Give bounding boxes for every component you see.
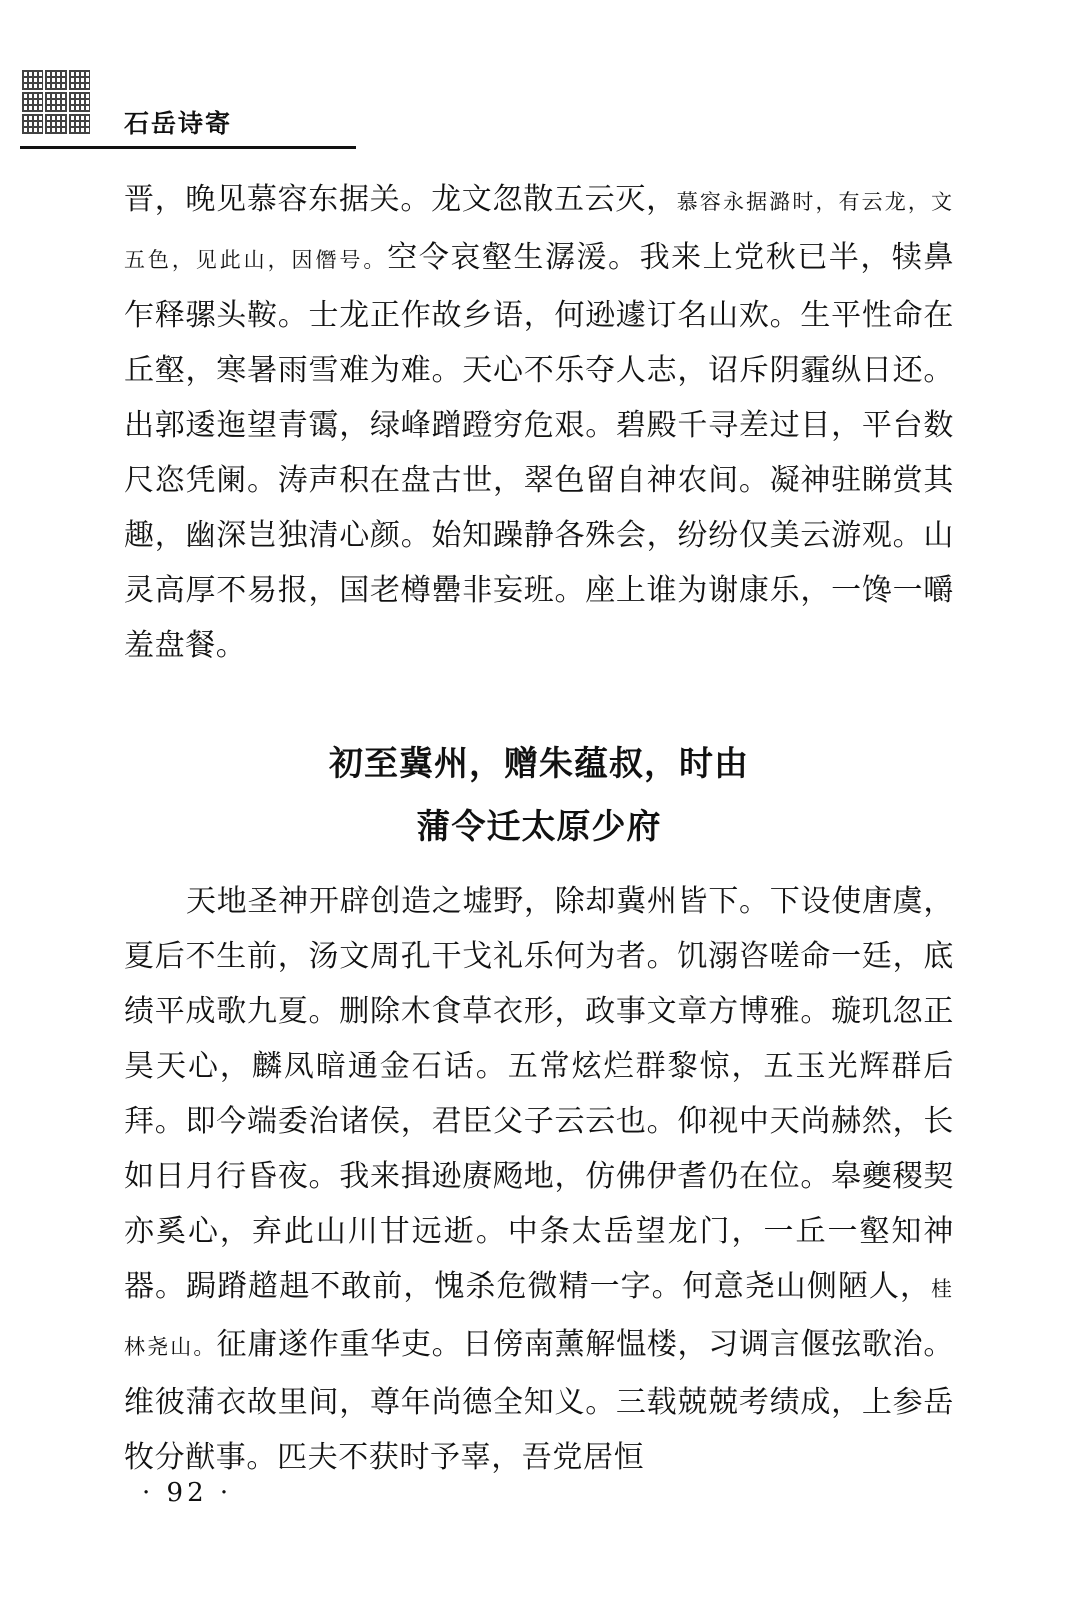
- header-rule: [20, 146, 356, 149]
- text-segment: 天地圣神开辟创造之墟野，除却冀州皆下。下设使唐虞，夏后不生前，汤文周孔干戈礼乐何为者。饥溺咨嗟命一廷，底绩平成歌九夏。删除木食草衣形，政事文章方博雅。璇玑忽正昊天心，麟凤暗通金石话。五常炫烂群黎惊，五玉光辉群后拜。即今端委治诸侯，君臣父子云云也。仰视中天尚赫然，长如日月行昏夜。我来揖逊赓飏地，仿佛伊耆仍在位。皋夔稷契亦奚心，弃此山川甘远逝。中条太岳望龙门，一丘一壑知神器。跼蹐趦趄不敢前，愧杀危微精一字。何意尧山侧陋人，: [124, 884, 954, 1304]
- running-header-title: 石岳诗寄: [124, 109, 233, 138]
- text-segment: 征庸遂作重华吏。日傍南薰解愠楼，习调言偃弦歌治。维彼蒲衣故里间，尊年尚德全知义。三载兢兢考绩成，上参岳牧分猷事。匹夫不获时予辜，吾党居恒: [124, 1327, 955, 1475]
- poem-title-line-2: 蒲令迁太原少府: [416, 807, 662, 847]
- poem-title-line-1: 初至冀州，赠朱蕴叔，时由: [329, 744, 749, 784]
- text-segment: 空令哀壑生潺湲。我来上党秋已半，犊鼻乍释骡头鞍。士龙正作故乡语，何逊遽订名山欢。生平性命在丘壑，寒暑雨雪难为难。天心不乐夺人志，诏斥阴霾纵日还。出郭逶迤望青霭，绿峰蹭蹬穷危艰。碧殿千寻差过目，平台数尺恣凭阑。涛声积在盘古世，翠色留自神农间。凝神驻睇赏其趣，幽深岂独清心颜。始知躁静各殊会，纷纷仅美云游观。山灵高厚不易报，国老樽罍非妄班。座上谁为谢康乐，一馋一嚼羞盘餐。: [124, 240, 954, 663]
- inline-note: 桂林尧山。: [124, 1277, 954, 1359]
- page-number: · 92 ·: [142, 1478, 233, 1508]
- poem-continuation-text: [124, 172, 954, 673]
- text-segment: 晋，晚见慕容东据关。龙文忽散五云灭，: [124, 182, 677, 217]
- poem-title: [124, 733, 954, 859]
- decorative-seal-icon: [22, 70, 90, 134]
- poem-body-text: [124, 874, 954, 1485]
- inline-note: 慕容永据潞时，有云龙，文五色，见此山，因僭号。: [124, 190, 954, 272]
